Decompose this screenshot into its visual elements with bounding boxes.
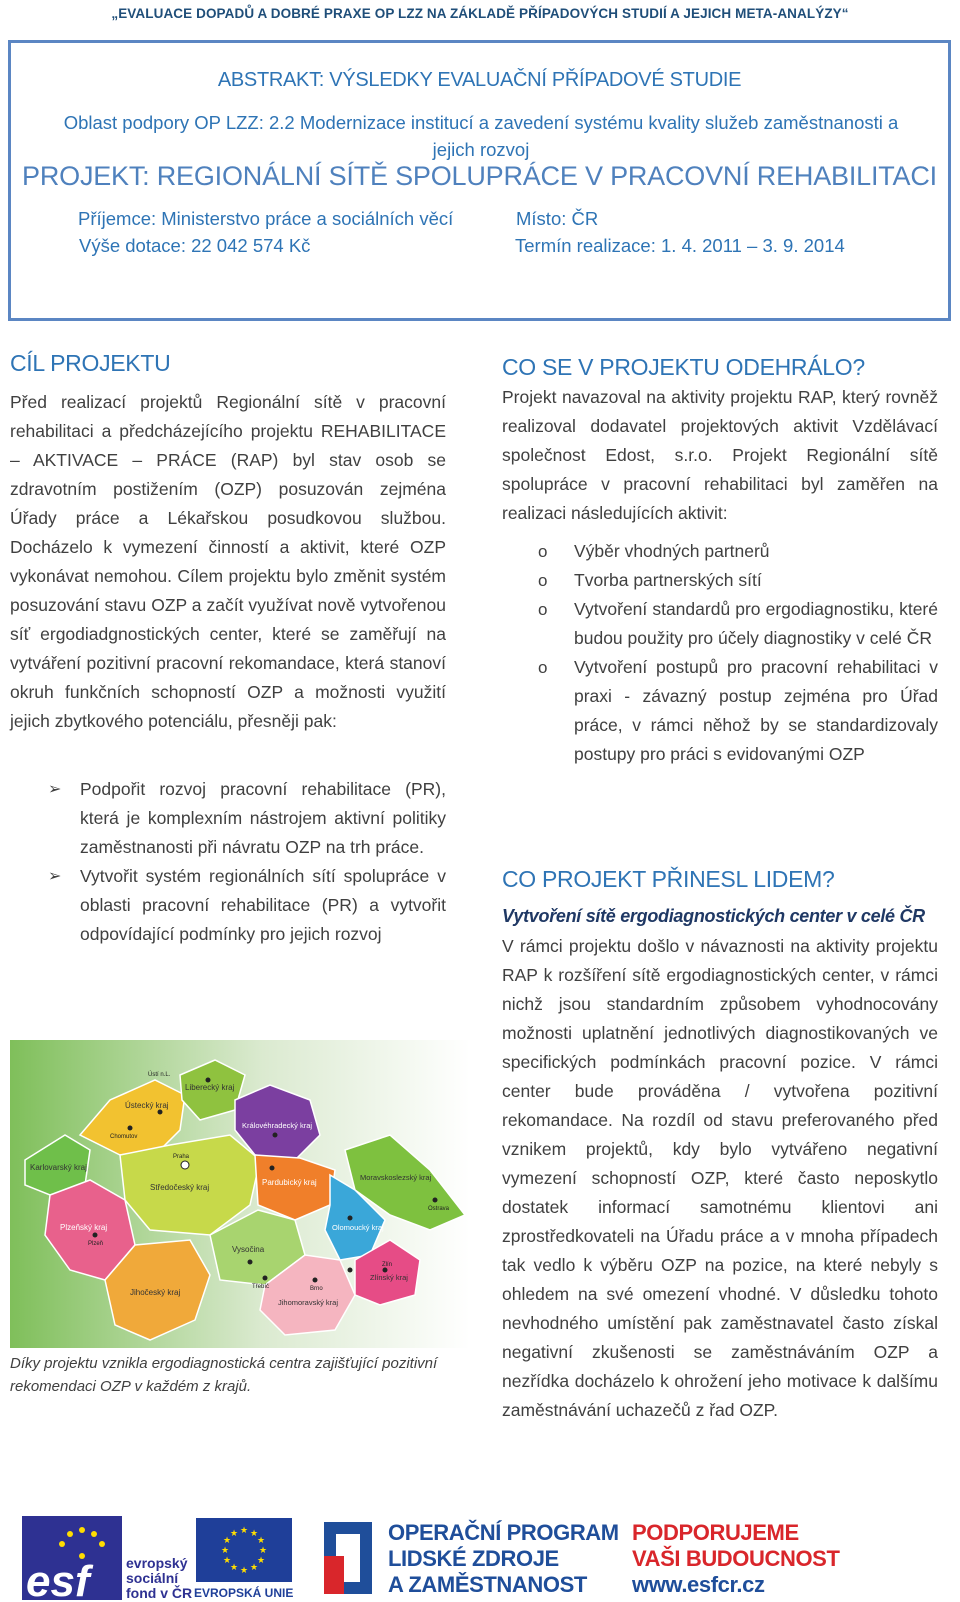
- city-marker: [433, 1198, 438, 1203]
- svg-text:★: ★: [249, 1563, 259, 1573]
- svg-text:★: ★: [222, 1536, 232, 1546]
- city-label: Zlín: [382, 1262, 393, 1268]
- label-pardubicky: Pardubický kraj: [262, 1178, 317, 1187]
- label-moravskoslezsky: Moravskoslezský kraj: [360, 1173, 432, 1182]
- city-label: Chomutov: [110, 1134, 138, 1140]
- city-marker: [270, 1166, 275, 1171]
- city-marker: [206, 1078, 211, 1083]
- list-item: [502, 653, 938, 769]
- city-label: Praha: [173, 1154, 190, 1160]
- label-olomoucky: Olomoucký kraj: [332, 1223, 384, 1232]
- slogan-line1: PODPORUJEME: [632, 1520, 799, 1545]
- esf-label-line2: sociální: [126, 1570, 179, 1586]
- map-svg: [10, 1040, 470, 1348]
- cil-bullet-text: Vytvořit systém regionálních sítí spolupráce v oblasti pracovní rehabilitace (PR) a vytvořit odpovídající podmínky pro jejich rozvoj: [80, 866, 446, 944]
- city-marker: [158, 1110, 163, 1115]
- map-caption: Díky projektu vznikla ergodiagnostická centra zajišťující pozitivní rekomendaci OZP v každém z krajů.: [10, 1355, 438, 1395]
- abstract-box: [8, 40, 951, 321]
- co-se-heading: CO SE V PROJEKTU ODEHRÁLO?: [502, 354, 865, 380]
- svg-text:★: ★: [222, 1556, 232, 1566]
- label-vysocina: Vysočina: [232, 1245, 265, 1254]
- co-se-item-text: Výběr vhodných partnerů: [574, 541, 770, 561]
- city-marker: [348, 1268, 353, 1273]
- abstract-oblast: [25, 109, 937, 163]
- op-lzz-graphic: [318, 1516, 378, 1600]
- co-se-item-text: Tvorba partnerských sítí: [574, 570, 762, 590]
- city-label: Ostrava: [428, 1206, 450, 1212]
- list-item: [10, 775, 446, 862]
- city-label: Ústí n.L.: [148, 1072, 171, 1078]
- abstract-dotace: Výše dotace: 22 042 574 Kč: [79, 235, 311, 256]
- esf-logo-graphic: [22, 1516, 122, 1600]
- label-stredocesky: Středočeský kraj: [150, 1183, 210, 1192]
- eu-label: EVROPSKÁ UNIE: [194, 1586, 294, 1600]
- svg-text:★: ★: [239, 1526, 249, 1536]
- city-marker-capital: [181, 1161, 189, 1169]
- svg-text:★: ★: [239, 1566, 249, 1576]
- city-marker: [248, 1260, 253, 1265]
- prinesl-heading: CO PROJEKT PŘINESL LIDEM?: [502, 866, 835, 892]
- city-marker: [93, 1233, 98, 1238]
- abstract-misto: Místo: ČR: [516, 208, 599, 229]
- circle-bullet-icon: o: [538, 658, 548, 677]
- slogan-line2: VAŠI BUDOUCNOST: [632, 1546, 840, 1571]
- circle-bullet-icon: o: [538, 542, 548, 561]
- prinesl-subheading: Vytvoření sítě ergodiagnostických center v celé ČR: [502, 906, 925, 926]
- label-ustecky: Ústecký kraj: [125, 1101, 169, 1110]
- arrow-bullet-icon: ➢: [48, 781, 62, 798]
- city-marker: [313, 1278, 318, 1283]
- co-se-item-text: Vytvoření postupů pro pracovní rehabilitaci v praxi - závazný postup zejména pro Úřad práce, v rámci něhož by se standardizovaly postupy pro práci s evidovanými OZP: [574, 657, 938, 764]
- czech-regions-map: [10, 1040, 470, 1348]
- label-jihomoravsky: Jihomoravský kraj: [278, 1298, 339, 1307]
- svg-text:★: ★: [256, 1536, 266, 1546]
- abstract-title: ABSTRAKT: VÝSLEDKY EVALUAČNÍ PŘÍPADOVÉ STUDIE: [217, 69, 742, 91]
- city-marker: [263, 1276, 268, 1281]
- circle-bullet-icon: o: [538, 571, 548, 590]
- eu-flag-logo: [196, 1518, 292, 1582]
- slogan: [632, 1520, 840, 1572]
- list-item: [502, 537, 938, 566]
- label-plzensky: Plzeňský kraj: [60, 1223, 108, 1232]
- svg-text:★: ★: [256, 1556, 266, 1566]
- op-line1: OPERAČNÍ PROGRAM: [388, 1520, 619, 1545]
- op-line3: A ZAMĚSTNANOST: [388, 1572, 587, 1597]
- svg-text:★: ★: [229, 1563, 239, 1573]
- label-liberecky: Liberecký kraj: [185, 1083, 235, 1092]
- list-item: [502, 595, 938, 653]
- cil-bullet-text: Podpořit rozvoj pracovní rehabilitace (PR), která je komplexním nástrojem aktivní politiky zaměstnanosti při návratu OZP na trh práce.: [80, 779, 446, 857]
- city-label: Plzeň: [88, 1241, 104, 1247]
- city-label: Brno: [310, 1286, 323, 1292]
- esf-label-line3: fond v ČR: [126, 1585, 193, 1601]
- esf-mark-text: esf: [26, 1557, 90, 1600]
- circle-bullet-icon: o: [538, 600, 548, 619]
- op-lzz-logo: [318, 1516, 378, 1600]
- svg-text:★: ★: [249, 1529, 259, 1539]
- city-marker: [383, 1268, 388, 1273]
- svg-text:★: ★: [229, 1529, 239, 1539]
- cil-bullet-list: [10, 775, 446, 949]
- label-jihocesky: Jihočeský kraj: [130, 1288, 181, 1297]
- cil-paragraph: Před realizací projektů Regionální sítě v pracovní rehabilitaci a předcházejícího projektu REHABILITACE – AKTIVACE – PRÁCE (RAP) byl stav osob se zdravotním postižením (OZP) posuzován zejména Úřady práce a Lékařskou posudkovou službou. Docházelo k vymezení činností a aktivit, které OZP vykonávat nemohou. Cílem projektu bylo změnit systém posuzování stavu OZP a začít využívat nově vytvořenou síť ergodiadgnostických center, které se zaměřují na vytváření pozitivní pracovní rekomandace, která stanoví okruh funkčních schopností OZP a možnosti využití jejich zbytkového potenciálu, přesněji pak:: [10, 392, 446, 731]
- esf-logo: [22, 1516, 122, 1600]
- svg-text:★: ★: [220, 1546, 230, 1556]
- esf-label-line1: evropský: [126, 1555, 188, 1571]
- label-zlinsky: Zlínský kraj: [370, 1273, 408, 1282]
- city-label: Třebíč: [252, 1284, 270, 1290]
- list-item: [502, 566, 938, 595]
- op-line2: LIDSKÉ ZDROJE: [388, 1546, 559, 1571]
- document-header-title: „EVALUACE DOPADŮ A DOBRÉ PRAXE OP LZZ NA ZÁKLADĚ PŘÍPADOVÝCH STUDIÍ A JEJICH META-ANALÝZY“: [111, 6, 849, 21]
- op-program-name: [388, 1520, 619, 1598]
- label-kralovehradecky: Královéhradecký kraj: [242, 1121, 313, 1130]
- esf-website-link[interactable]: www.esfcr.cz: [632, 1572, 765, 1597]
- city-marker: [348, 1216, 353, 1221]
- esf-label: [126, 1556, 192, 1601]
- co-se-item-text: Vytvoření standardů pro ergodiagnostiku, které budou použity pro účely diagnostiky v celé ČR: [574, 599, 938, 648]
- abstract-oblast-line1: Oblast podpory OP LZZ: 2.2 Modernizace institucí a zavedení systému kvality služeb zaměstnanosti a: [63, 112, 899, 133]
- city-marker: [273, 1133, 278, 1138]
- label-karlovarsky: Karlovarský kraj: [30, 1163, 87, 1172]
- list-item: [10, 862, 446, 949]
- co-se-activity-list: [502, 537, 938, 769]
- eu-flag-graphic: [196, 1518, 292, 1582]
- arrow-bullet-icon: ➢: [48, 868, 62, 885]
- footer-logos: [0, 1516, 960, 1602]
- prinesl-paragraph: V rámci projektu došlo v návaznosti na aktivity projektu RAP k rozšíření sítě ergodiagnostických center, v rámci nichž jsou standardním způsobem vyhodnocovány možnosti uplatnění jednotlivých diagnostikovaných ve specifických podmínkách pracovní pozice. V rámci center bude prováděna / vytvořena pozitivní rekomandace. Na rozdíl od stavu preferovaného před vznikem projektů, kdy bylo vytvářeno negativní vymezení schopností OZP, které často neposkytlo dostatek informací samotnému klientovi ani zprostředkovateli na Úřadu práce a v mnoha případech tak vedlo k výběru OZP na pozice, na které nebyly s ohledem na své omezení vhodné. V důsledku tohoto nevhodného umístění pak zaměstnavatel často získal negativní zkušenosti se zaměstnáváním OZP a nezřídka docházelo k ohrožení jeho motivace k dalšímu zaměstnávání uchazečů z řad OZP.: [502, 936, 938, 1420]
- abstract-oblast-line2: jejich rozvoj: [432, 139, 530, 160]
- co-se-paragraph: Projekt navazoval na aktivity projektu RAP, který rovněž realizoval dodavatel projektových aktivit Vzdělávací společnost Edost, s.r.o. Projekt Regionální sítě spolupráce v pracovní rehabilitaci byl zaměřen na realizaci následujících aktivit:: [502, 387, 938, 523]
- abstract-termin: Termín realizace: 1. 4. 2011 – 3. 9. 2014: [515, 235, 845, 256]
- abstract-project-title: PROJEKT: REGIONÁLNÍ SÍTĚ SPOLUPRÁCE V PRACOVNÍ REHABILITACI: [22, 161, 937, 191]
- cil-heading: CÍL PROJEKTU: [10, 350, 171, 376]
- svg-text:★: ★: [258, 1546, 268, 1556]
- abstract-prijemce: Příjemce: Ministerstvo práce a sociálních věcí: [78, 208, 454, 229]
- city-marker: [128, 1126, 133, 1131]
